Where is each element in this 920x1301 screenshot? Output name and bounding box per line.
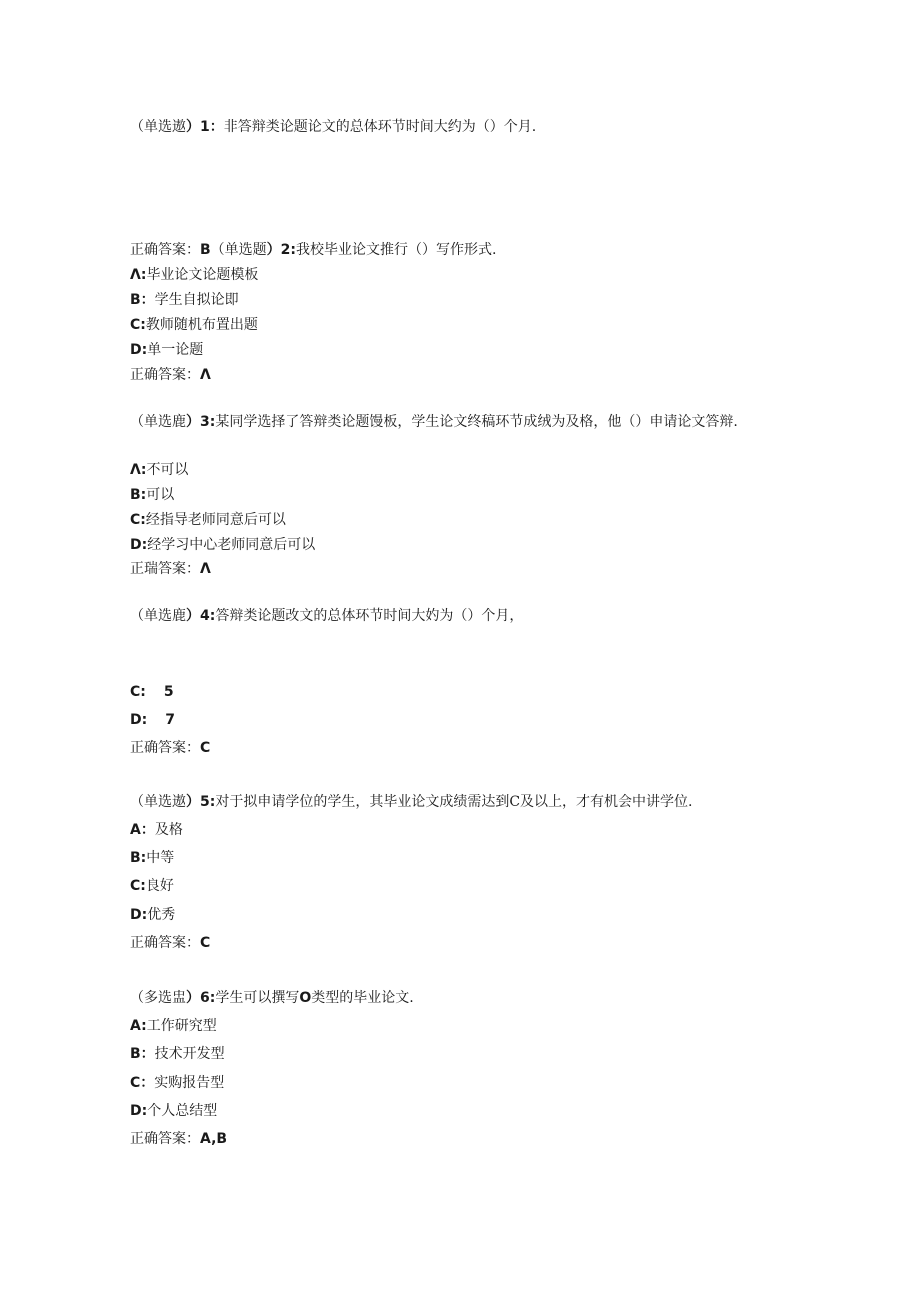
question-2-answer	[130, 365, 211, 385]
option-a	[130, 1016, 217, 1036]
option-text: 及格	[154, 822, 183, 838]
answer-value: C	[200, 935, 211, 951]
option-key: D:	[130, 712, 148, 728]
question-number: ）6:	[186, 990, 216, 1006]
answer-label: 正确答案：	[130, 242, 200, 258]
question-text: 某同学选择了答辩类论题馒板，学生论文终稿环节成绒为及格，他（）申请论文答辩.	[215, 414, 738, 430]
answer-value: Λ	[200, 561, 211, 577]
answer-value: B	[200, 242, 211, 258]
question-type: （单选鹿	[130, 608, 186, 624]
question-number: ）3:	[186, 414, 216, 430]
option-text: 教师随机布置出题	[145, 317, 258, 333]
question-type: （多选盅	[130, 990, 186, 1006]
option-text: 个人总结型	[147, 1103, 218, 1119]
question-3-answer	[130, 559, 211, 579]
option-c	[130, 682, 174, 702]
option-d	[130, 1101, 217, 1121]
option-c	[130, 1073, 224, 1093]
option-text: 实购报告型	[154, 1075, 225, 1091]
option-key: Λ:	[130, 267, 147, 283]
option-key: A：	[130, 822, 155, 838]
option-text: 单一论题	[147, 342, 204, 358]
option-text: 7	[165, 712, 175, 728]
option-key: D:	[130, 342, 148, 358]
answer-value: A,B	[200, 1131, 228, 1147]
question-number: ）1：	[186, 119, 224, 135]
option-a	[130, 460, 188, 480]
question-text: 答辩类论题改文的总体环节时间大妁为（）个月，	[215, 608, 524, 624]
option-a	[130, 820, 183, 840]
question-text: 类型的毕业论文.	[311, 990, 414, 1006]
question-3	[130, 410, 780, 434]
option-key: D:	[130, 907, 148, 923]
option-b	[130, 290, 239, 310]
question-type: （单选鹿	[130, 414, 186, 430]
option-text: 技术开发型	[154, 1046, 225, 1062]
answer-label: 正确答案：	[130, 1131, 200, 1147]
option-key: D:	[130, 537, 148, 553]
option-text: 学生自拟论即	[154, 292, 239, 308]
option-text: 优秀	[147, 907, 176, 923]
question-4	[130, 606, 523, 626]
question-text: 对于拟申请学位的学生，其毕业论文成绩需达到C及以上，才有机会中讲学位.	[215, 794, 693, 810]
option-d	[130, 535, 315, 555]
question-type: （单选遨	[130, 794, 186, 810]
option-b	[130, 485, 174, 505]
option-key: D:	[130, 1103, 148, 1119]
question-text: 非答辩类论题论文的总体环节时间大约为（）个月.	[223, 119, 537, 135]
answer-label: 正确答案：	[130, 367, 200, 383]
option-b	[130, 848, 174, 868]
question-6-answer	[130, 1129, 227, 1149]
option-text: 经学习中心老师同意后可以	[147, 537, 316, 553]
option-text: 可以	[146, 487, 175, 503]
answer-value: Λ	[200, 367, 211, 383]
option-key: C:	[130, 512, 146, 528]
question-type: （单选遨	[130, 119, 186, 135]
option-text: 良好	[145, 878, 174, 894]
question-type: （单选题	[210, 242, 267, 258]
option-key: B：	[130, 292, 155, 308]
option-key: B：	[130, 1046, 155, 1062]
question-5	[130, 792, 693, 812]
question-5-answer	[130, 933, 210, 953]
option-a	[130, 265, 258, 285]
option-text: 工作研究型	[146, 1018, 217, 1034]
option-key: B:	[130, 487, 147, 503]
question-1	[130, 117, 536, 137]
option-key: C:	[130, 684, 146, 700]
option-key: C：	[130, 1075, 155, 1091]
option-key: B:	[130, 850, 147, 866]
option-key: A:	[130, 1018, 147, 1034]
answer-label: 正瑞答案：	[130, 561, 200, 577]
option-key: Λ:	[130, 462, 147, 478]
option-d	[130, 710, 175, 730]
question-text: 我校毕业论文推行（）写作形式.	[296, 242, 497, 258]
option-key: C:	[130, 317, 146, 333]
question-blank: O	[299, 990, 312, 1006]
question-4-answer	[130, 738, 210, 758]
option-c	[130, 315, 258, 335]
option-key: C:	[130, 878, 146, 894]
answer-label: 正确答案：	[130, 935, 200, 951]
answer-label: 正确答案：	[130, 740, 200, 756]
option-c	[130, 510, 286, 530]
option-b	[130, 1044, 225, 1064]
option-text: 5	[163, 684, 174, 700]
option-d	[130, 905, 175, 925]
question-number: ）4:	[186, 608, 216, 624]
question-number: ）5:	[186, 794, 216, 810]
option-text: 经指导老师同意后可以	[145, 512, 286, 528]
option-c	[130, 876, 174, 896]
option-text: 不可以	[146, 462, 189, 478]
answer-value: C	[200, 740, 211, 756]
option-d	[130, 340, 203, 360]
question-text: 学生可以撰写	[215, 990, 300, 1006]
option-text: 中等	[146, 850, 175, 866]
question-6	[130, 988, 414, 1008]
option-text: 毕业论文论题模板	[146, 267, 259, 283]
question-number: ）2:	[266, 242, 297, 258]
question-1-answer-and-question-2	[130, 240, 496, 260]
